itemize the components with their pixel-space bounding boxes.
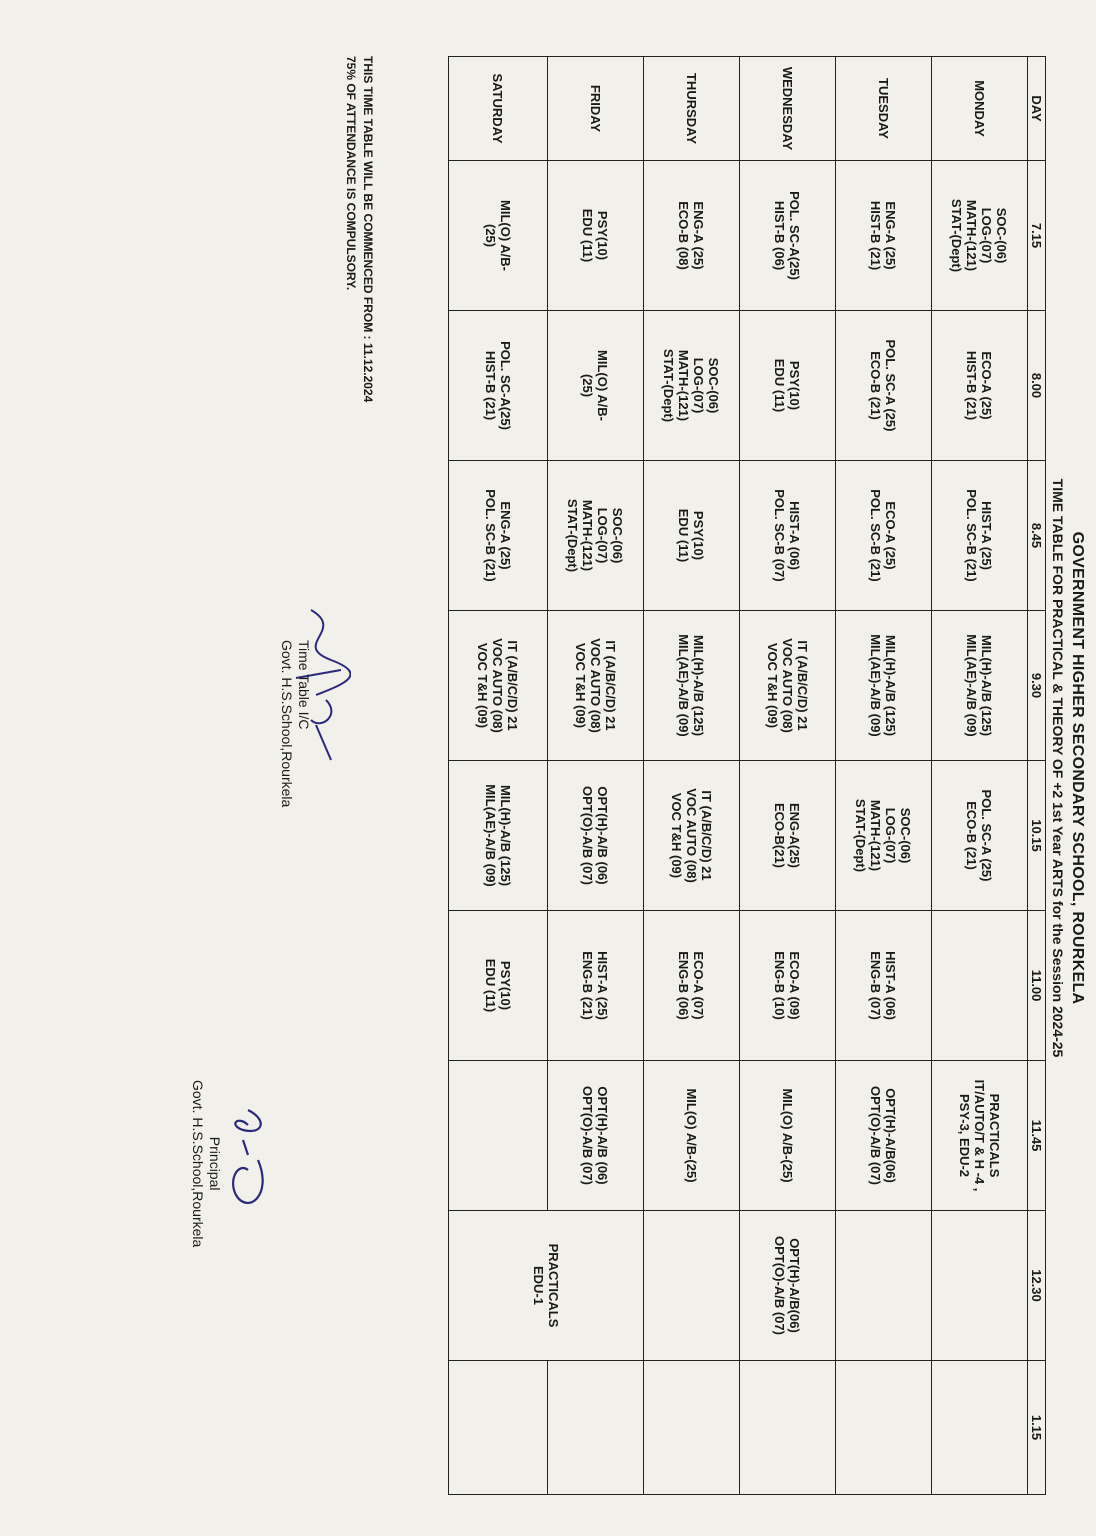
period-cell (740, 311, 836, 461)
cell-line: VOC AUTO (08) (684, 788, 699, 883)
principal-title: Principal (207, 1136, 223, 1191)
day-cell: SATURDAY (449, 57, 548, 161)
period-cell (932, 1061, 1028, 1211)
cell-line: EDU (11) (483, 958, 498, 1013)
cell-line: POL. SC-A(25) (498, 341, 513, 430)
cell-line: SOC-(06) (994, 207, 1010, 264)
cell-line: ENG-B (07) (868, 951, 884, 1020)
day-cell: MONDAY (932, 57, 1028, 161)
period-cell (740, 1361, 836, 1495)
period-cell (449, 461, 548, 611)
cell-line: VOC T&H (09) (669, 792, 684, 879)
period-cell (548, 761, 644, 911)
cell-line: ENG-B (10) (772, 951, 788, 1020)
cell-line: IT (A/B/C/D) 21 (505, 640, 521, 731)
period-cell (932, 911, 1028, 1061)
period-cell (644, 611, 740, 761)
period-cell (932, 161, 1028, 311)
period-cell (836, 1061, 932, 1211)
cell-line: OPT(H)-A/B(06) (787, 1238, 803, 1333)
cell-line: ENG-A (25) (883, 201, 899, 270)
period-cell (740, 1211, 836, 1361)
period-cell (644, 1211, 740, 1361)
cell-line: ENG-A(25) (787, 802, 803, 868)
cell-line: HIST-A (06) (787, 501, 803, 570)
cell-line: HIST-A (06) (883, 951, 899, 1020)
cell-line: HIST-A (25) (979, 501, 995, 570)
cell-line: ECO-A (25) (883, 501, 899, 570)
col-time: 10.15 (1028, 761, 1046, 911)
col-time: 9.30 (1028, 611, 1046, 761)
cell-line: SOC-(06) (898, 807, 914, 864)
col-time: 1.15 (1028, 1361, 1046, 1495)
cell-line: STAT-(Dept) (565, 498, 581, 573)
cell-line: HIST-B (21) (483, 350, 498, 421)
cell-line: PSY(10) (595, 210, 611, 261)
period-cell (644, 761, 740, 911)
period-cell (644, 461, 740, 611)
cell-line: PSY(10) (691, 510, 707, 561)
period-cell (932, 461, 1028, 611)
cell-line: ECO-B(21) (772, 802, 788, 868)
cell-line: IT/AUTO/T & H -4 , (972, 1079, 987, 1192)
col-time: 12.30 (1028, 1211, 1046, 1361)
period-cell (548, 311, 644, 461)
cell-line: IT (A/B/C/D) 21 (603, 640, 618, 731)
day-cell: THURSDAY (644, 57, 740, 161)
day-cell: FRIDAY (548, 57, 644, 161)
period-cell (836, 761, 932, 911)
cell-line: VOC AUTO (08) (490, 638, 506, 733)
cell-line: OPT(H)-A/B (06) (595, 1086, 611, 1185)
period-cell (836, 311, 932, 461)
timetable (448, 56, 1046, 1495)
period-cell (740, 161, 836, 311)
period-cell (932, 761, 1028, 911)
col-time: 8.00 (1028, 311, 1046, 461)
cell-line: LOG-(07) (595, 507, 611, 564)
day-cell: WEDNESDAY (740, 57, 836, 161)
school-title: GOVERNMENT HIGHER SECONDARY SCHOOL, ROURKELA (1069, 531, 1086, 1005)
period-cell (644, 161, 740, 311)
commencement-note: THIS TIME TABLE WILL BE COMMENCED FROM : 11.12.2024 (361, 56, 375, 403)
timetable-row (932, 57, 1028, 1495)
timetable-row (836, 57, 932, 1495)
period-cell (644, 311, 740, 461)
period-cell (836, 911, 932, 1061)
cell-line: HIST-A (25) (595, 951, 611, 1020)
col-time: 11.45 (1028, 1061, 1046, 1211)
cell-line: MATH-(121) (676, 349, 692, 422)
cell-line: STAT-(Dept) (949, 198, 965, 273)
principal-signature (189, 1080, 223, 1247)
timetable-subtitle: TIME TABLE FOR PRACTICAL & THEORY OF +2 1st Year ARTS for the Session 2024-25 (1050, 478, 1066, 1058)
col-time: 8.45 (1028, 461, 1046, 611)
timetable-incharge-title: Time Table I/C (296, 640, 312, 730)
cell-line: EDU (11) (676, 508, 692, 563)
cell-line: PSY-3, EDU-2 (957, 1093, 972, 1178)
timetable-row (740, 57, 836, 1495)
cell-line: MIL(O) A/B- (595, 350, 611, 421)
period-cell (740, 911, 836, 1061)
period-cell (740, 761, 836, 911)
timetable-row (548, 57, 644, 1495)
cell-line: VOC T&H (09) (573, 642, 588, 729)
period-cell (836, 161, 932, 311)
period-cell (449, 1211, 644, 1361)
cell-line: IT (A/B/C/D) 21 (699, 790, 714, 881)
cell-line: LOG-(07) (691, 357, 707, 414)
cell-line: HIST-B (21) (868, 200, 884, 271)
cell-line: LOG-(07) (979, 207, 995, 264)
principal-school: Govt. H.S.School,Rourkela (190, 1080, 206, 1248)
period-cell (740, 461, 836, 611)
cell-line: ENG-A (25) (498, 501, 513, 570)
period-cell (548, 1361, 644, 1495)
col-time: 7.15 (1028, 161, 1046, 311)
cell-line: MIL(H)-A/B (125) (691, 634, 707, 737)
period-cell (548, 161, 644, 311)
period-cell (449, 761, 548, 911)
cell-line: EDU (11) (772, 358, 788, 413)
period-cell (932, 1211, 1028, 1361)
time-header-row (1028, 57, 1046, 1495)
cell-line: MIL(AE)-A/B (09) (483, 784, 498, 887)
cell-line: OPT(O)-A/B (07) (868, 1086, 884, 1185)
cell-line: ECO-B (21) (868, 351, 884, 420)
period-cell (740, 1061, 836, 1211)
cell-line: OPT(H)-A/B (06) (595, 786, 611, 885)
cell-line: ENG-B (21) (580, 951, 596, 1020)
day-cell: TUESDAY (836, 57, 932, 161)
period-cell (836, 1211, 932, 1361)
period-cell (836, 461, 932, 611)
cell-line: SOC-(06) (706, 357, 722, 414)
cell-line: STAT-(Dept) (661, 348, 677, 423)
cell-line: HIST-B (06) (772, 200, 788, 271)
timetable-incharge-signature (278, 640, 312, 807)
cell-line: OPT(H)-A/B(06) (883, 1088, 899, 1183)
cell-line: STAT-(Dept) (853, 798, 869, 873)
cell-line: VOC T&H (09) (765, 642, 780, 729)
cell-line: EDU-1 (531, 1265, 546, 1305)
cell-line: ECO-A (25) (979, 351, 995, 420)
cell-line: MIL(AE)-A/B (09) (868, 634, 884, 737)
cell-line: MIL(O) A/B- (498, 200, 513, 271)
period-cell (449, 161, 548, 311)
period-cell (836, 1361, 932, 1495)
cell-line: MIL(O) A/B-(25) (684, 1088, 699, 1183)
cell-line: POL. SC-A(25) (787, 191, 803, 280)
cell-line: ENG-B (06) (676, 951, 692, 1020)
cell-line: POL. SC-B (21) (964, 489, 980, 582)
cell-line: VOC AUTO (08) (588, 638, 603, 733)
period-cell (932, 611, 1028, 761)
cell-line: POL. SC-B (07) (772, 489, 788, 582)
period-cell (836, 611, 932, 761)
cell-line: MIL(H)-A/B (125) (979, 634, 995, 737)
cell-line: ENG-A (25) (691, 201, 707, 270)
cell-line: MIL(O) A/B-(25) (780, 1088, 795, 1183)
cell-line: OPT(O)-A/B (07) (580, 1086, 596, 1185)
cell-line: MATH-(121) (868, 799, 884, 872)
cell-line: (25) (580, 373, 596, 398)
period-cell (449, 1061, 548, 1211)
period-cell (449, 311, 548, 461)
col-time: 11.00 (1028, 911, 1046, 1061)
period-cell (449, 1361, 548, 1495)
cell-line: POL. SC-A (25) (883, 339, 899, 432)
cell-line: MIL(AE)-A/B (09) (964, 634, 980, 737)
timetable-incharge-school: Govt. H.S.School,Rourkela (279, 640, 295, 808)
cell-line: ECO-A (07) (691, 951, 707, 1020)
cell-line: OPT(O)-A/B (07) (772, 1236, 788, 1335)
cell-line: VOC T&H (09) (475, 642, 491, 729)
cell-line: MIL(AE)-A/B (09) (676, 634, 692, 737)
period-cell (548, 1061, 644, 1211)
cell-line: PSY(10) (787, 360, 803, 411)
cell-line: MATH-(121) (580, 499, 596, 572)
cell-line: OPT(O)-A/B (07) (580, 786, 596, 885)
cell-line: EDU (11) (580, 208, 596, 263)
cell-line: LOG-(07) (883, 807, 899, 864)
col-day: DAY (1028, 57, 1046, 161)
cell-line: POL. SC-B (21) (868, 489, 884, 582)
period-cell (548, 611, 644, 761)
cell-line: IT (A/B/C/D) 21 (795, 640, 810, 731)
cell-line: POL. SC-B (21) (483, 489, 498, 582)
cell-line: MIL(H)-A/B (125) (498, 784, 513, 887)
period-cell (449, 611, 548, 761)
cell-line: SOC-(06) (610, 507, 626, 564)
cell-line: ECO-B (21) (964, 801, 980, 870)
cell-line: PSY(10) (498, 960, 513, 1011)
cell-line: POL. SC-A (25) (979, 789, 995, 882)
cell-line: PRACTICALS (987, 1093, 1002, 1178)
principal-signature-scribble (223, 1100, 278, 1220)
cell-line: ECO-A (09) (787, 951, 803, 1020)
period-cell (644, 1061, 740, 1211)
cell-line: VOC AUTO (08) (780, 638, 795, 733)
period-cell (548, 911, 644, 1061)
attendance-note: 75% OF ATTENDANCE IS COMPULSORY. (344, 56, 358, 291)
period-cell (932, 311, 1028, 461)
cell-line: PRACTICALS (546, 1243, 561, 1328)
period-cell (644, 911, 740, 1061)
period-cell (932, 1361, 1028, 1495)
period-cell (644, 1361, 740, 1495)
cell-line: (25) (483, 223, 498, 248)
cell-line: MIL(H)-A/B (125) (883, 634, 899, 737)
period-cell (740, 611, 836, 761)
period-cell (449, 911, 548, 1061)
cell-line: ECO-B (08) (676, 201, 692, 270)
cell-line: MATH-(121) (964, 199, 980, 272)
period-cell (548, 461, 644, 611)
cell-line: HIST-B (21) (964, 350, 980, 421)
timetable-row (644, 57, 740, 1495)
